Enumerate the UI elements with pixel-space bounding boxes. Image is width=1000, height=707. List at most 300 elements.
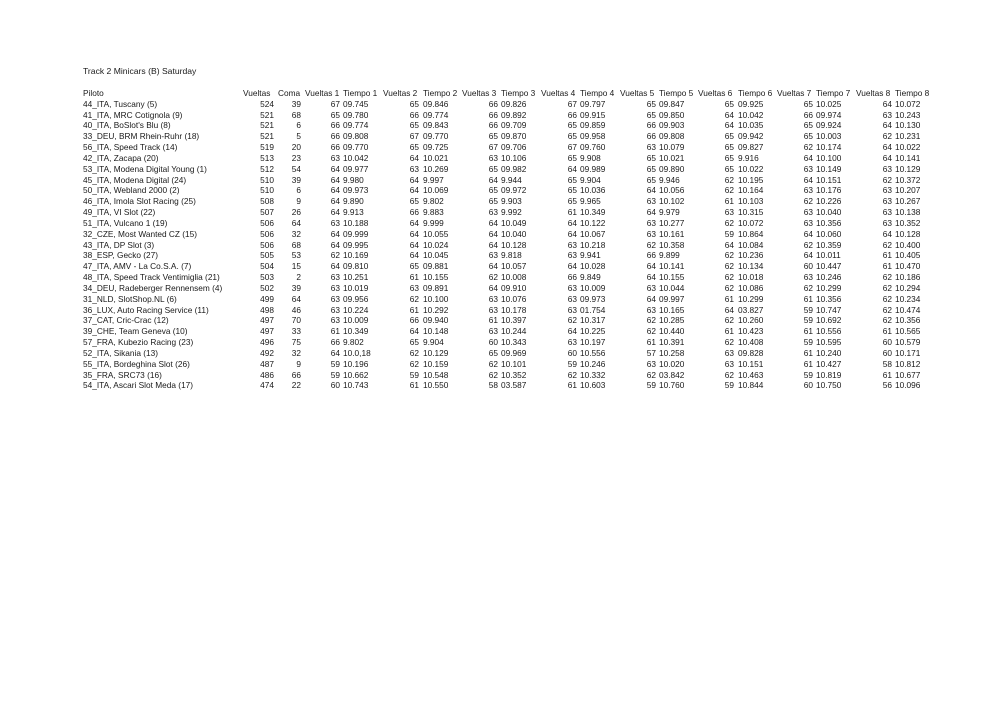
heat-time: 10.470	[895, 261, 921, 272]
heat-laps: 64	[488, 239, 498, 250]
heat-laps: 61	[409, 304, 419, 315]
heat-time: 09.956	[343, 293, 369, 304]
column-header: Vueltas 2	[383, 88, 418, 98]
coma-value: 6	[296, 185, 301, 196]
heat-laps: 65	[724, 142, 734, 153]
heat-time: 10.169	[343, 250, 369, 261]
heat-time: 9.802	[343, 337, 364, 348]
table-row	[83, 326, 929, 337]
heat-laps: 63	[488, 207, 498, 218]
heat-time: 10.128	[501, 239, 527, 250]
heat-time: 9.904	[423, 337, 444, 348]
pilot-name: 50_ITA, Webland 2000 (2)	[83, 185, 180, 196]
heat-laps: 64	[409, 228, 419, 239]
heat-laps: 60	[567, 347, 577, 358]
total-laps: 505	[260, 250, 274, 261]
heat-time: 10.356	[816, 293, 842, 304]
coma-value: 26	[291, 207, 301, 218]
heat-laps: 65	[646, 174, 656, 185]
heat-time: 10.812	[895, 358, 921, 369]
heat-laps: 64	[409, 239, 419, 250]
heat-time: 10.408	[738, 337, 764, 348]
heat-time: 10.246	[580, 358, 606, 369]
heat-time: 09.973	[580, 293, 606, 304]
heat-time: 10.315	[738, 207, 764, 218]
heat-laps: 61	[567, 380, 577, 391]
coma-value: 70	[291, 315, 301, 326]
heat-time: 9.802	[423, 196, 444, 207]
pilot-name: 44_ITA, Tuscany (5)	[83, 98, 158, 109]
heat-time: 10.299	[816, 282, 842, 293]
heat-laps: 59	[724, 228, 734, 239]
pilot-name: 36_LUX, Auto Racing Service (11)	[83, 304, 209, 315]
heat-time: 10.174	[816, 142, 842, 153]
heat-laps: 63	[646, 228, 656, 239]
heat-laps: 63	[567, 239, 577, 250]
heat-laps: 63	[330, 293, 340, 304]
heat-laps: 65	[567, 185, 577, 196]
heat-time: 10.218	[580, 239, 606, 250]
heat-time: 10.042	[343, 152, 369, 163]
page-title: Track 2 Minicars (B) Saturday	[83, 66, 197, 76]
heat-laps: 63	[803, 217, 813, 228]
heat-laps: 64	[409, 174, 419, 185]
heat-time: 09.850	[659, 109, 685, 120]
heat-laps: 64	[803, 174, 813, 185]
coma-value: 22	[291, 380, 301, 391]
heat-laps: 66	[567, 272, 577, 283]
heat-time: 10.277	[659, 217, 685, 228]
heat-time: 10.148	[423, 326, 449, 337]
heat-time: 09.890	[659, 163, 685, 174]
heat-laps: 62	[567, 315, 577, 326]
heat-time: 10.036	[580, 185, 606, 196]
coma-value: 32	[291, 347, 301, 358]
coma-value: 64	[291, 217, 301, 228]
heat-laps: 65	[488, 347, 498, 358]
heat-time: 09.942	[738, 131, 764, 142]
pilot-name: 46_ITA, Imola Slot Racing (25)	[83, 196, 196, 207]
total-laps: 499	[260, 293, 274, 304]
heat-laps: 62	[882, 293, 892, 304]
heat-time: 10.028	[580, 261, 606, 272]
heat-time: 10.079	[659, 142, 685, 153]
heat-time: 09.924	[816, 120, 842, 131]
table-row	[83, 196, 929, 207]
heat-time: 10.018	[738, 272, 764, 283]
heat-time: 09.859	[580, 120, 606, 131]
heat-laps: 60	[488, 337, 498, 348]
heat-time: 10.178	[501, 304, 527, 315]
heat-time: 10.372	[895, 174, 921, 185]
heat-time: 10.069	[423, 185, 449, 196]
heat-laps: 60	[803, 261, 813, 272]
heat-laps: 66	[330, 120, 340, 131]
heat-laps: 62	[646, 369, 656, 380]
heat-laps: 62	[646, 315, 656, 326]
heat-laps: 62	[724, 369, 734, 380]
heat-laps: 64	[882, 228, 892, 239]
heat-laps: 65	[646, 109, 656, 120]
total-laps: 504	[260, 261, 274, 272]
heat-time: 10.474	[895, 304, 921, 315]
pilot-name: 38_ESP, Gecko (27)	[83, 250, 159, 261]
heat-laps: 64	[724, 109, 734, 120]
heat-laps: 64	[646, 293, 656, 304]
heat-laps: 64	[567, 228, 577, 239]
heat-time: 09.995	[343, 239, 369, 250]
heat-laps: 67	[567, 98, 577, 109]
heat-laps: 61	[803, 326, 813, 337]
heat-laps: 65	[724, 98, 734, 109]
pilot-name: 42_ITA, Zacapa (20)	[83, 152, 159, 163]
heat-time: 10.760	[659, 380, 685, 391]
heat-laps: 64	[567, 163, 577, 174]
heat-time: 10.130	[895, 120, 921, 131]
heat-time: 09.891	[423, 282, 449, 293]
heat-time: 9.980	[343, 174, 364, 185]
heat-time: 10.086	[738, 282, 764, 293]
heat-laps: 65	[646, 163, 656, 174]
heat-laps: 63	[803, 163, 813, 174]
heat-laps: 65	[488, 185, 498, 196]
heat-time: 10.844	[738, 380, 764, 391]
heat-laps: 62	[724, 185, 734, 196]
heat-time: 10.141	[659, 261, 685, 272]
heat-time: 10.044	[659, 282, 685, 293]
heat-time: 10.129	[895, 163, 921, 174]
heat-laps: 60	[330, 380, 340, 391]
heat-laps: 66	[409, 315, 419, 326]
heat-time: 9.908	[580, 152, 601, 163]
heat-time: 10.076	[501, 293, 527, 304]
heat-time: 9.903	[501, 196, 522, 207]
heat-time: 9.899	[659, 250, 680, 261]
total-laps: 506	[260, 239, 274, 250]
heat-laps: 65	[409, 98, 419, 109]
heat-time: 10.243	[895, 109, 921, 120]
heat-time: 10.100	[816, 152, 842, 163]
heat-time: 10.165	[659, 304, 685, 315]
heat-laps: 62	[567, 369, 577, 380]
heat-time: 10.103	[738, 196, 764, 207]
heat-time: 10.224	[343, 304, 369, 315]
heat-laps: 65	[646, 152, 656, 163]
heat-laps: 63	[409, 282, 419, 293]
heat-time: 09.958	[580, 131, 606, 142]
heat-laps: 63	[803, 207, 813, 218]
heat-time: 09.972	[501, 185, 527, 196]
heat-time: 10.042	[738, 109, 764, 120]
heat-time: 10.122	[580, 217, 606, 228]
heat-laps: 65	[409, 337, 419, 348]
heat-laps: 62	[409, 347, 419, 358]
heat-time: 10.556	[580, 347, 606, 358]
heat-laps: 62	[488, 272, 498, 283]
heat-laps: 61	[803, 358, 813, 369]
pilot-name: 55_ITA, Bordeghina Slot (26)	[83, 358, 190, 369]
column-header: Tiempo 4	[580, 88, 615, 98]
heat-time: 10.197	[580, 337, 606, 348]
heat-time: 10.0,18	[343, 347, 371, 358]
table-row	[83, 261, 929, 272]
heat-laps: 66	[488, 109, 498, 120]
heat-laps: 62	[882, 272, 892, 283]
heat-time: 09.808	[343, 131, 369, 142]
heat-time: 10.267	[895, 196, 921, 207]
heat-laps: 65	[567, 196, 577, 207]
heat-time: 10.397	[501, 315, 527, 326]
heat-time: 10.009	[580, 282, 606, 293]
heat-time: 10.292	[423, 304, 449, 315]
table-row	[83, 370, 929, 381]
heat-laps: 59	[409, 369, 419, 380]
heat-laps: 64	[724, 120, 734, 131]
heat-laps: 64	[882, 142, 892, 153]
heat-time: 10.579	[895, 337, 921, 348]
heat-laps: 63	[330, 152, 340, 163]
heat-time: 10.750	[816, 380, 842, 391]
heat-laps: 62	[488, 358, 498, 369]
heat-laps: 64	[567, 261, 577, 272]
total-laps: 506	[260, 228, 274, 239]
heat-time: 10.440	[659, 326, 685, 337]
heat-laps: 62	[882, 315, 892, 326]
total-laps: 521	[260, 109, 274, 120]
coma-value: 68	[291, 109, 301, 120]
heat-laps: 65	[567, 120, 577, 131]
heat-time: 09.910	[501, 282, 527, 293]
heat-laps: 64	[646, 261, 656, 272]
heat-laps: 63	[330, 315, 340, 326]
heat-time: 09.797	[580, 98, 606, 109]
heat-time: 10.343	[501, 337, 527, 348]
heat-laps: 65	[567, 131, 577, 142]
heat-laps: 62	[724, 217, 734, 228]
heat-time: 10.819	[816, 369, 842, 380]
heat-time: 10.225	[580, 326, 606, 337]
heat-laps: 65	[724, 152, 734, 163]
heat-time: 10.352	[895, 217, 921, 228]
heat-time: 9.913	[343, 207, 364, 218]
coma-value: 6	[296, 120, 301, 131]
heat-time: 09.982	[501, 163, 527, 174]
column-header: Vueltas 6	[698, 88, 733, 98]
heat-time: 10.025	[816, 98, 842, 109]
heat-time: 10.556	[816, 326, 842, 337]
heat-laps: 65	[488, 163, 498, 174]
heat-time: 10.231	[895, 131, 921, 142]
heat-laps: 63	[488, 326, 498, 337]
heat-time: 10.240	[816, 347, 842, 358]
heat-time: 9.904	[580, 174, 601, 185]
heat-laps: 66	[803, 109, 813, 120]
heat-laps: 59	[803, 369, 813, 380]
heat-time: 10.060	[816, 228, 842, 239]
heat-time: 10.161	[659, 228, 685, 239]
heat-laps: 66	[330, 142, 340, 153]
heat-laps: 61	[409, 272, 419, 283]
heat-laps: 63	[567, 337, 577, 348]
heat-time: 10.072	[738, 217, 764, 228]
heat-time: 10.021	[659, 152, 685, 163]
heat-time: 09.774	[343, 120, 369, 131]
heat-time: 09.843	[423, 120, 449, 131]
heat-time: 10.463	[738, 369, 764, 380]
heat-laps: 61	[330, 326, 340, 337]
pilot-name: 41_ITA, MRC Cotignola (9)	[83, 109, 183, 120]
total-laps: 496	[260, 337, 274, 348]
heat-laps: 61	[803, 293, 813, 304]
heat-laps: 64	[330, 174, 340, 185]
column-header: Vueltas 8	[856, 88, 891, 98]
heat-time: 10.040	[816, 207, 842, 218]
heat-time: 10.055	[423, 228, 449, 239]
heat-laps: 64	[488, 282, 498, 293]
heat-laps: 64	[567, 217, 577, 228]
heat-laps: 63	[330, 282, 340, 293]
heat-laps: 64	[488, 261, 498, 272]
total-laps: 510	[260, 174, 274, 185]
column-header: Tiempo 7	[816, 88, 851, 98]
heat-time: 9.883	[423, 207, 444, 218]
heat-time: 09.725	[423, 142, 449, 153]
heat-time: 10.427	[816, 358, 842, 369]
heat-time: 10.258	[659, 347, 685, 358]
total-laps: 521	[260, 131, 274, 142]
heat-laps: 63	[803, 185, 813, 196]
total-laps: 508	[260, 196, 274, 207]
table-row	[83, 305, 929, 316]
heat-laps: 64	[488, 217, 498, 228]
heat-time: 09.827	[738, 142, 764, 153]
heat-time: 10.236	[738, 250, 764, 261]
heat-time: 10.447	[816, 261, 842, 272]
heat-time: 01.754	[580, 304, 606, 315]
heat-time: 10.084	[738, 239, 764, 250]
heat-time: 10.400	[895, 239, 921, 250]
total-laps: 492	[260, 347, 274, 358]
heat-laps: 65	[803, 131, 813, 142]
heat-laps: 63	[488, 304, 498, 315]
heat-time: 10.019	[343, 282, 369, 293]
heat-time: 9.916	[738, 152, 759, 163]
table-row	[83, 272, 929, 283]
heat-time: 10.049	[501, 217, 527, 228]
heat-time: 09.997	[659, 293, 685, 304]
heat-laps: 63	[330, 272, 340, 283]
table-row	[83, 164, 929, 175]
heat-time: 09.745	[343, 98, 369, 109]
heat-time: 10.128	[895, 228, 921, 239]
heat-time: 09.989	[580, 163, 606, 174]
pilot-name: 56_ITA, Speed Track (14)	[83, 142, 178, 153]
heat-time: 10.056	[659, 185, 685, 196]
pilot-name: 57_FRA, Kubezio Racing (23)	[83, 337, 194, 348]
pilot-name: 54_ITA, Ascari Slot Meda (17)	[83, 380, 194, 391]
heat-time: 10.045	[423, 250, 449, 261]
heat-time: 10.164	[738, 185, 764, 196]
heat-laps: 63	[567, 282, 577, 293]
heat-laps: 63	[567, 304, 577, 315]
heat-laps: 63	[882, 207, 892, 218]
heat-time: 10.662	[343, 369, 369, 380]
heat-laps: 64	[724, 239, 734, 250]
heat-time: 09.969	[501, 347, 527, 358]
heat-time: 10.246	[816, 272, 842, 283]
heat-laps: 62	[724, 315, 734, 326]
heat-laps: 63	[724, 358, 734, 369]
coma-value: 46	[291, 304, 301, 315]
table-row	[83, 337, 929, 348]
heat-laps: 65	[488, 196, 498, 207]
heat-laps: 62	[724, 337, 734, 348]
heat-time: 10.022	[738, 163, 764, 174]
heat-time: 9.992	[501, 207, 522, 218]
coma-value: 68	[291, 239, 301, 250]
column-header: Tiempo 3	[501, 88, 536, 98]
heat-laps: 65	[488, 131, 498, 142]
column-header: Tiempo 8	[895, 88, 930, 98]
heat-laps: 63	[488, 250, 498, 261]
heat-time: 10.149	[816, 163, 842, 174]
coma-value: 2	[296, 272, 301, 283]
heat-time: 10.359	[816, 239, 842, 250]
heat-time: 09.780	[343, 109, 369, 120]
pilot-name: 31_NLD, SlotShop.NL (6)	[83, 293, 177, 304]
heat-time: 10.151	[738, 358, 764, 369]
heat-laps: 64	[803, 250, 813, 261]
heat-laps: 59	[567, 358, 577, 369]
heat-time: 09.870	[501, 131, 527, 142]
total-laps: 497	[260, 315, 274, 326]
heat-laps: 61	[488, 315, 498, 326]
heat-laps: 63	[646, 282, 656, 293]
heat-time: 10.186	[895, 272, 921, 283]
heat-time: 10.171	[895, 347, 921, 358]
heat-laps: 65	[330, 109, 340, 120]
heat-laps: 64	[882, 98, 892, 109]
heat-time: 9.941	[580, 250, 601, 261]
heat-time: 10.008	[501, 272, 527, 283]
pilot-name: 35_FRA, SRC73 (16)	[83, 369, 162, 380]
heat-laps: 63	[724, 207, 734, 218]
heat-time: 10.207	[895, 185, 921, 196]
heat-time: 09.770	[423, 131, 449, 142]
heat-laps: 63	[488, 152, 498, 163]
heat-laps: 66	[488, 98, 498, 109]
table-row	[83, 153, 929, 164]
column-header: Vueltas 4	[541, 88, 576, 98]
heat-time: 10.550	[423, 380, 449, 391]
heat-laps: 63	[409, 163, 419, 174]
heat-laps: 63	[803, 272, 813, 283]
column-header: Tiempo 1	[343, 88, 378, 98]
total-laps: 507	[260, 207, 274, 218]
heat-laps: 59	[803, 337, 813, 348]
pilot-name: 32_CZE, Most Wanted CZ (15)	[83, 228, 198, 239]
pilot-name: 48_ITA, Speed Track Ventimiglia (21)	[83, 272, 220, 283]
heat-time: 10.096	[895, 380, 921, 391]
heat-time: 09.826	[501, 98, 527, 109]
heat-time: 09.892	[501, 109, 527, 120]
heat-time: 10.356	[895, 315, 921, 326]
heat-time: 10.003	[816, 131, 842, 142]
column-header: Tiempo 5	[659, 88, 694, 98]
heat-laps: 59	[803, 315, 813, 326]
total-laps: 506	[260, 217, 274, 228]
heat-laps: 65	[567, 152, 577, 163]
